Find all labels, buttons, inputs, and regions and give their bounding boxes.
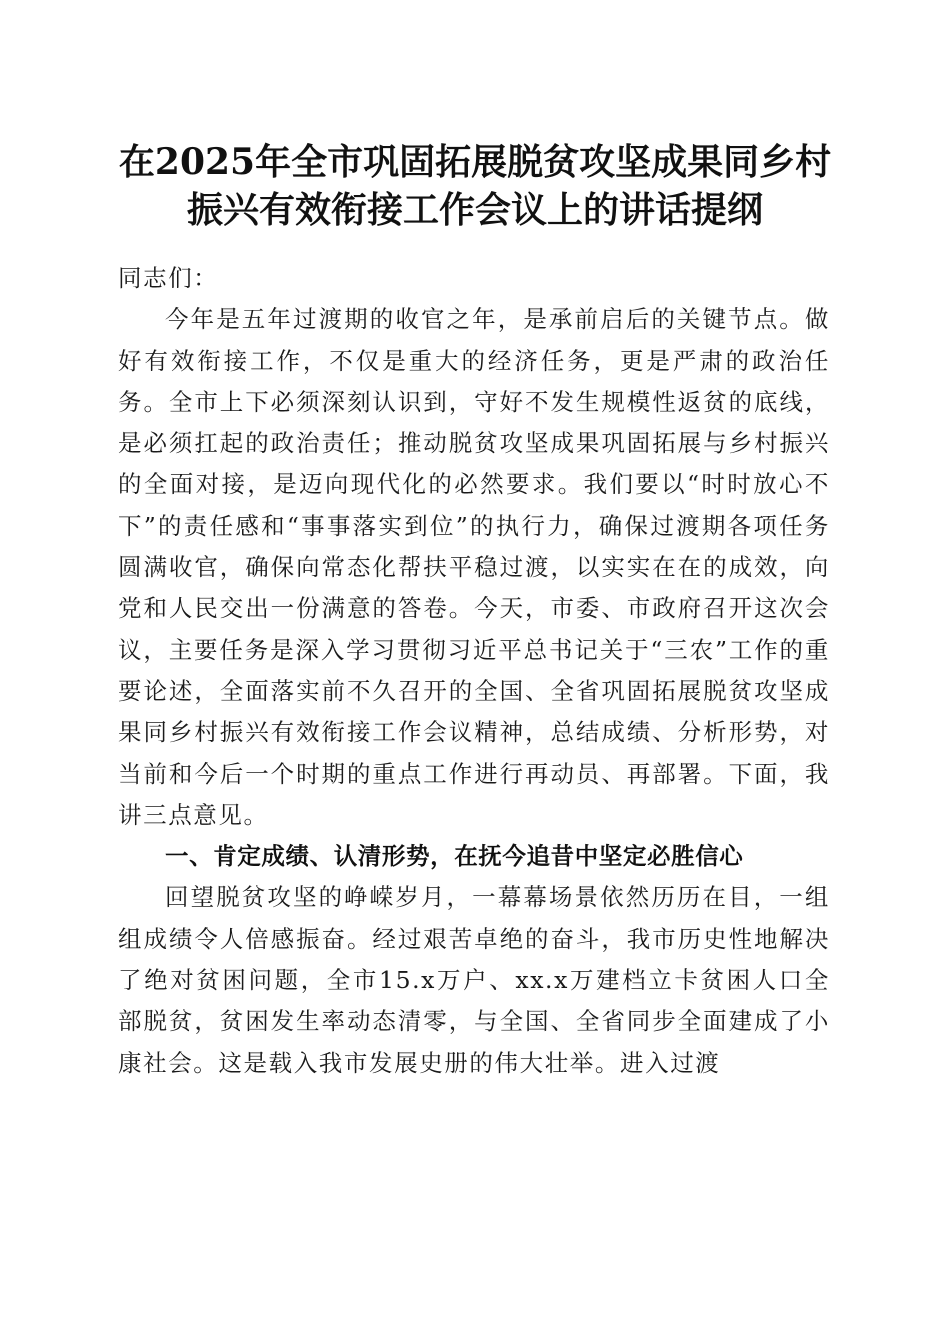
document-title (100, 138, 850, 234)
salutation: 同志们： (118, 264, 219, 292)
document-body (118, 258, 830, 1084)
section-heading-1: 一、肯定成绩、认清形势，在抚今追昔中坚定必胜信心 (165, 842, 744, 871)
paragraph-section-1: 回望脱贫攻坚的峥嵘岁月，一幕幕场景依然历历在目，一组组成绩令人倍感振奋。经过艰苦卓绝的奋斗，我市历史性地解决了绝对贫困问题，全市15.x万户、xx.x万建档立卡贫困人口全部脱贫，贫困发生率动态清零，与全国、全省同步全面建成了小康社会。这是载入我市发展史册的伟大壮举。进入过渡 (118, 883, 830, 1077)
paragraph-intro: 今年是五年过渡期的收官之年，是承前启后的关键节点。做好有效衔接工作，不仅是重大的经济任务，更是严肃的政治任务。全市上下必须深刻认识到，守好不发生规模性返贫的底线，是必须扛起的政治责任；推动脱贫攻坚成果巩固拓展与乡村振兴的全面对接，是迈向现代化的必然要求。我们要以“时时放心不下”的责任感和“事事落实到位”的执行力，确保过渡期各项任务圆满收官，确保向常态化帮扶平稳过渡，以实实在在的成效，向党和人民交出一份满意的答卷。今天，市委、市政府召开这次会议，主要任务是深入学习贯彻习近平总书记关于“三农”工作的重要论述，全面落实前不久召开的全国、全省巩固拓展脱贫攻坚成果同乡村振兴有效衔接工作会议精神，总结成绩、分析形势，对当前和今后一个时期的重点工作进行再动员、再部署。下面，我讲三点意见。 (118, 305, 830, 829)
title-line-1: 在2025年全市巩固拓展脱贫攻坚成果同乡村 (118, 141, 832, 183)
title-line-2: 振兴有效衔接工作会议上的讲话提纲 (186, 189, 763, 231)
